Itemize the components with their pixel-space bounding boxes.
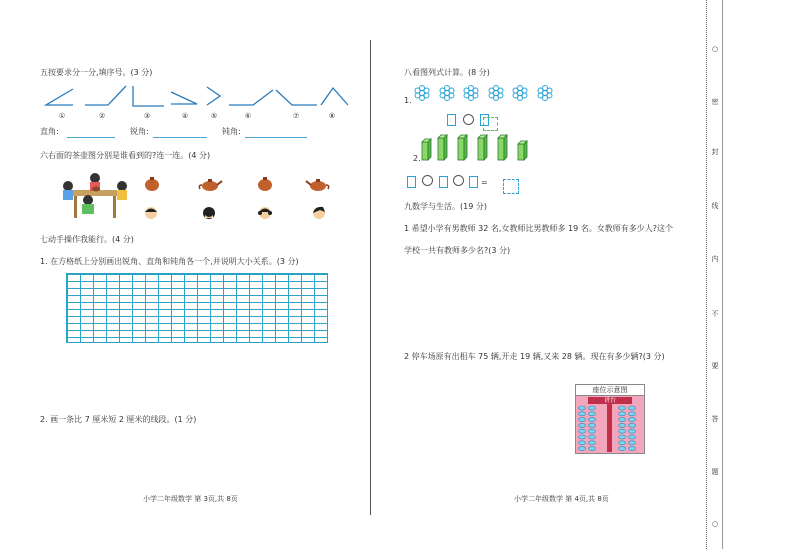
angle-2 <box>85 86 126 105</box>
q8-n1: 1. <box>404 96 412 105</box>
number-1: ① <box>58 112 66 120</box>
binding-char: 线 <box>711 202 719 210</box>
cube-stack <box>478 135 487 160</box>
seat <box>619 418 626 422</box>
operator-circle[interactable] <box>422 175 433 186</box>
seat <box>579 429 586 433</box>
right-angle-label: 直角: <box>40 127 59 136</box>
binding-char: 题 <box>711 468 719 476</box>
q9-p2: 2 停车场原有出租车 75 辆,开走 19 辆,又来 28 辆。现在有多少辆?(3 分) <box>404 352 665 361</box>
seat <box>619 441 626 445</box>
cube-stack <box>438 135 447 160</box>
number-3: ③ <box>143 112 151 120</box>
number-7: ⑦ <box>292 112 300 120</box>
angle-4 <box>171 92 197 104</box>
seat <box>589 423 596 427</box>
seat <box>589 435 596 439</box>
q7-sub2: 2. 画一条比 7 厘米短 2 厘米的线段。(1 分) <box>40 415 197 424</box>
children-table-illustration <box>60 170 130 220</box>
angle-8 <box>321 88 348 105</box>
binding-char: 封 <box>711 148 719 156</box>
flower-icon <box>489 86 503 101</box>
seating-chart-title: 座位示意图 <box>576 385 644 396</box>
seat <box>619 412 626 416</box>
obtuse-angle-answer[interactable] <box>245 127 307 138</box>
teapot-icon <box>305 176 331 192</box>
flower-icon <box>538 86 552 101</box>
seat <box>579 435 586 439</box>
child-face-icon <box>143 205 159 221</box>
flower-row <box>413 83 563 103</box>
cube-stack <box>498 135 507 160</box>
seat <box>619 429 626 433</box>
seat <box>619 423 626 427</box>
q5-title: 五按要求分一分,填序号。(3 分) <box>40 68 153 77</box>
number-2: ② <box>98 112 106 120</box>
seat <box>629 406 636 410</box>
seat <box>589 418 596 422</box>
child-face-icon <box>257 205 273 221</box>
teapot-icon <box>142 176 162 192</box>
angle-3 <box>133 86 164 106</box>
q8-n2: 2. <box>413 154 421 163</box>
angle-7 <box>276 90 317 105</box>
seat <box>619 447 626 451</box>
child-face-icon <box>201 205 217 221</box>
seat <box>629 429 636 433</box>
q7-sub1: 1. 在方格纸上分别画出锐角、直角和钝角各一个,并说明大小关系。(3 分) <box>40 257 299 266</box>
q9-p1-line1: 1 希望小学有男教师 32 名,女教师比男教师多 19 名。女教师有多少人?这个 <box>404 224 673 233</box>
seat <box>629 423 636 427</box>
seat <box>619 406 626 410</box>
answer-box[interactable] <box>407 176 416 188</box>
answer-box[interactable] <box>439 176 448 188</box>
binding-dotted-line <box>706 0 707 549</box>
page-divider <box>370 40 371 515</box>
seat <box>629 412 636 416</box>
number-8: ⑧ <box>328 112 336 120</box>
seat <box>589 447 596 451</box>
seating-chart <box>575 384 645 454</box>
seat <box>629 441 636 445</box>
binding-char: 不 <box>711 310 719 318</box>
binding-solid-line <box>722 0 723 549</box>
angle-figures <box>40 84 360 114</box>
number-6: ⑥ <box>244 112 252 120</box>
right-footer: 小学二年级数学 第 4页,共 8页 <box>514 495 609 503</box>
right-angle-answer[interactable] <box>67 127 115 138</box>
flower-icon <box>513 86 527 101</box>
flower-icon <box>464 86 478 101</box>
seat <box>579 412 586 416</box>
seat <box>579 406 586 410</box>
operator-circle[interactable] <box>453 175 464 186</box>
cube-stack <box>518 141 527 160</box>
cube-stack <box>458 135 467 160</box>
equals-sign: = <box>481 178 488 187</box>
q9-p1-line2: 学校一共有教师多少名?(3 分) <box>404 246 511 255</box>
acute-angle-label: 锐角: <box>130 127 149 136</box>
q8-title: 八看图列式计算。(8 分) <box>404 68 490 77</box>
acute-angle-answer[interactable] <box>153 127 207 138</box>
teapot-icon <box>197 176 223 192</box>
teapot-icon <box>255 176 275 192</box>
binding-circle-icon: ○ <box>711 45 719 53</box>
angle-1 <box>46 89 73 105</box>
answer-box[interactable] <box>469 176 478 188</box>
left-footer: 小学二年级数学 第 3页,共 8页 <box>143 495 238 503</box>
angle-6 <box>229 90 273 105</box>
square-grid-paper[interactable] <box>66 273 328 343</box>
seat <box>619 435 626 439</box>
q6-title: 六右面的茶壶图分别是谁看到的?连一连。(4 分) <box>40 151 211 160</box>
seat <box>579 447 586 451</box>
seat <box>589 441 596 445</box>
seat <box>579 441 586 445</box>
obtuse-angle-label: 钝角: <box>222 127 241 136</box>
seat <box>589 429 596 433</box>
seat-grid <box>576 404 644 454</box>
seating-chart-stage: 讲台 <box>588 397 632 404</box>
seat <box>629 447 636 451</box>
result-box[interactable] <box>483 117 498 131</box>
seat <box>629 435 636 439</box>
binding-char: 要 <box>711 362 719 370</box>
binding-circle-icon: ○ <box>711 520 719 528</box>
binding-char: 答 <box>711 415 719 423</box>
child-face-icon <box>311 205 327 221</box>
result-box[interactable] <box>503 179 519 194</box>
binding-char: 密 <box>711 98 719 106</box>
operator-circle[interactable] <box>463 114 474 125</box>
number-4: ④ <box>181 112 189 120</box>
q7-title: 七动手操作我能行。(4 分) <box>40 235 134 244</box>
answer-box[interactable] <box>447 114 456 126</box>
flower-icon <box>415 86 429 101</box>
seat <box>579 418 586 422</box>
binding-char: 内 <box>711 255 719 263</box>
seat <box>629 418 636 422</box>
angle-5 <box>207 87 220 105</box>
seat <box>579 423 586 427</box>
number-5: ⑤ <box>210 112 218 120</box>
flower-icon <box>440 86 454 101</box>
cube-stack <box>422 139 431 160</box>
cube-stacks <box>420 132 540 162</box>
q9-title: 九数学与生活。(19 分) <box>404 202 487 211</box>
seat <box>589 406 596 410</box>
seat <box>589 412 596 416</box>
